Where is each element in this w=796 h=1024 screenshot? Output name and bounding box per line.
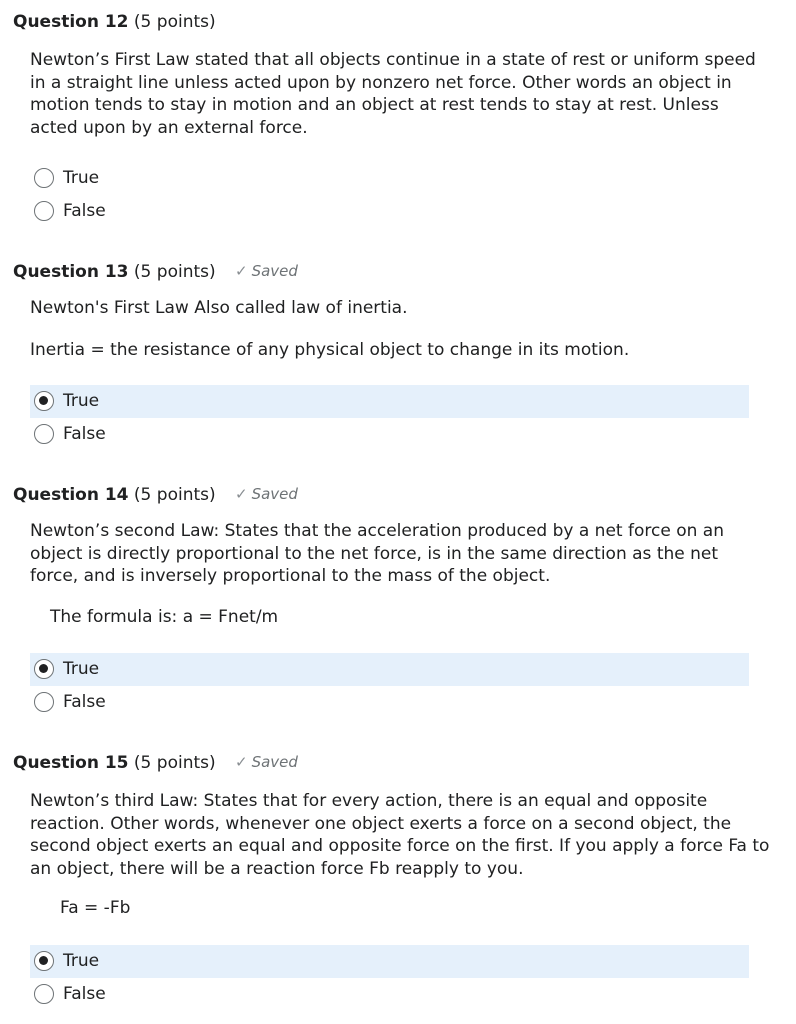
question-header (13, 12, 216, 32)
radio-button-selected[interactable] (34, 391, 54, 411)
checkmark-icon: ✓ (235, 485, 248, 503)
question-points: (5 points) (133, 12, 216, 32)
question-text: Newton's First Law Also called law of inertia. (30, 298, 408, 318)
checkmark-icon: ✓ (235, 262, 248, 280)
radio-button-selected[interactable] (34, 659, 54, 679)
saved-label: Saved (251, 753, 298, 771)
saved-status (235, 485, 298, 503)
question-title: Question 14 (13, 485, 129, 505)
option-label: True (63, 659, 100, 679)
question-points: (5 points) (133, 753, 216, 773)
radio-button[interactable] (34, 692, 54, 712)
question-header (13, 262, 216, 282)
saved-status (235, 753, 298, 771)
option-true[interactable] (30, 653, 749, 686)
question-title: Question 15 (13, 753, 129, 773)
question-text: Newton’s third Law: States that for every action, there is an equal and opposite reaction. Other words, whenever one object exerts a force on a second object, the second object exerts an equal and opposite force on the first. If you apply a force Fa to an object, there will be a reaction force Fb reapply to you. (30, 791, 770, 879)
saved-status (235, 262, 298, 280)
option-true[interactable] (30, 162, 749, 195)
radio-button-selected[interactable] (34, 951, 54, 971)
saved-label: Saved (251, 262, 298, 280)
option-false[interactable] (30, 686, 749, 719)
question-points: (5 points) (133, 262, 216, 282)
radio-button[interactable] (34, 201, 54, 221)
formula-text: The formula is: a = Fnet/m (50, 607, 279, 627)
option-false[interactable] (30, 195, 749, 228)
option-label: False (63, 692, 106, 712)
question-title: Question 12 (13, 12, 129, 32)
option-label: True (63, 951, 100, 971)
option-label: True (63, 168, 100, 188)
radio-button[interactable] (34, 424, 54, 444)
checkmark-icon: ✓ (235, 753, 248, 771)
question-text: Newton’s First Law stated that all objects continue in a state of rest or uniform speed in a straight line unless acted upon by nonzero net force. Other words an object in motion tends to stay in motion and an object at rest tends to stay at rest. Unless acted upon by an external force. (30, 50, 756, 138)
question-points: (5 points) (133, 485, 216, 505)
option-label: False (63, 984, 106, 1004)
formula-text: Fa = -Fb (60, 898, 131, 918)
radio-button[interactable] (34, 168, 54, 188)
saved-label: Saved (251, 485, 298, 503)
question-title: Question 13 (13, 262, 129, 282)
radio-button[interactable] (34, 984, 54, 1004)
question-header (13, 753, 216, 773)
option-true[interactable] (30, 945, 749, 978)
question-text: Newton’s second Law: States that the acceleration produced by a net force on an object is directly proportional to the net force, is in the same direction as the net force, and is inversely proportional to the mass of the object. (30, 521, 724, 586)
option-false[interactable] (30, 978, 749, 1011)
question-header (13, 485, 216, 505)
option-label: False (63, 201, 106, 221)
option-label: True (63, 391, 100, 411)
option-true[interactable] (30, 385, 749, 418)
option-label: False (63, 424, 106, 444)
option-false[interactable] (30, 418, 749, 451)
question-text: Inertia = the resistance of any physical object to change in its motion. (30, 340, 630, 360)
